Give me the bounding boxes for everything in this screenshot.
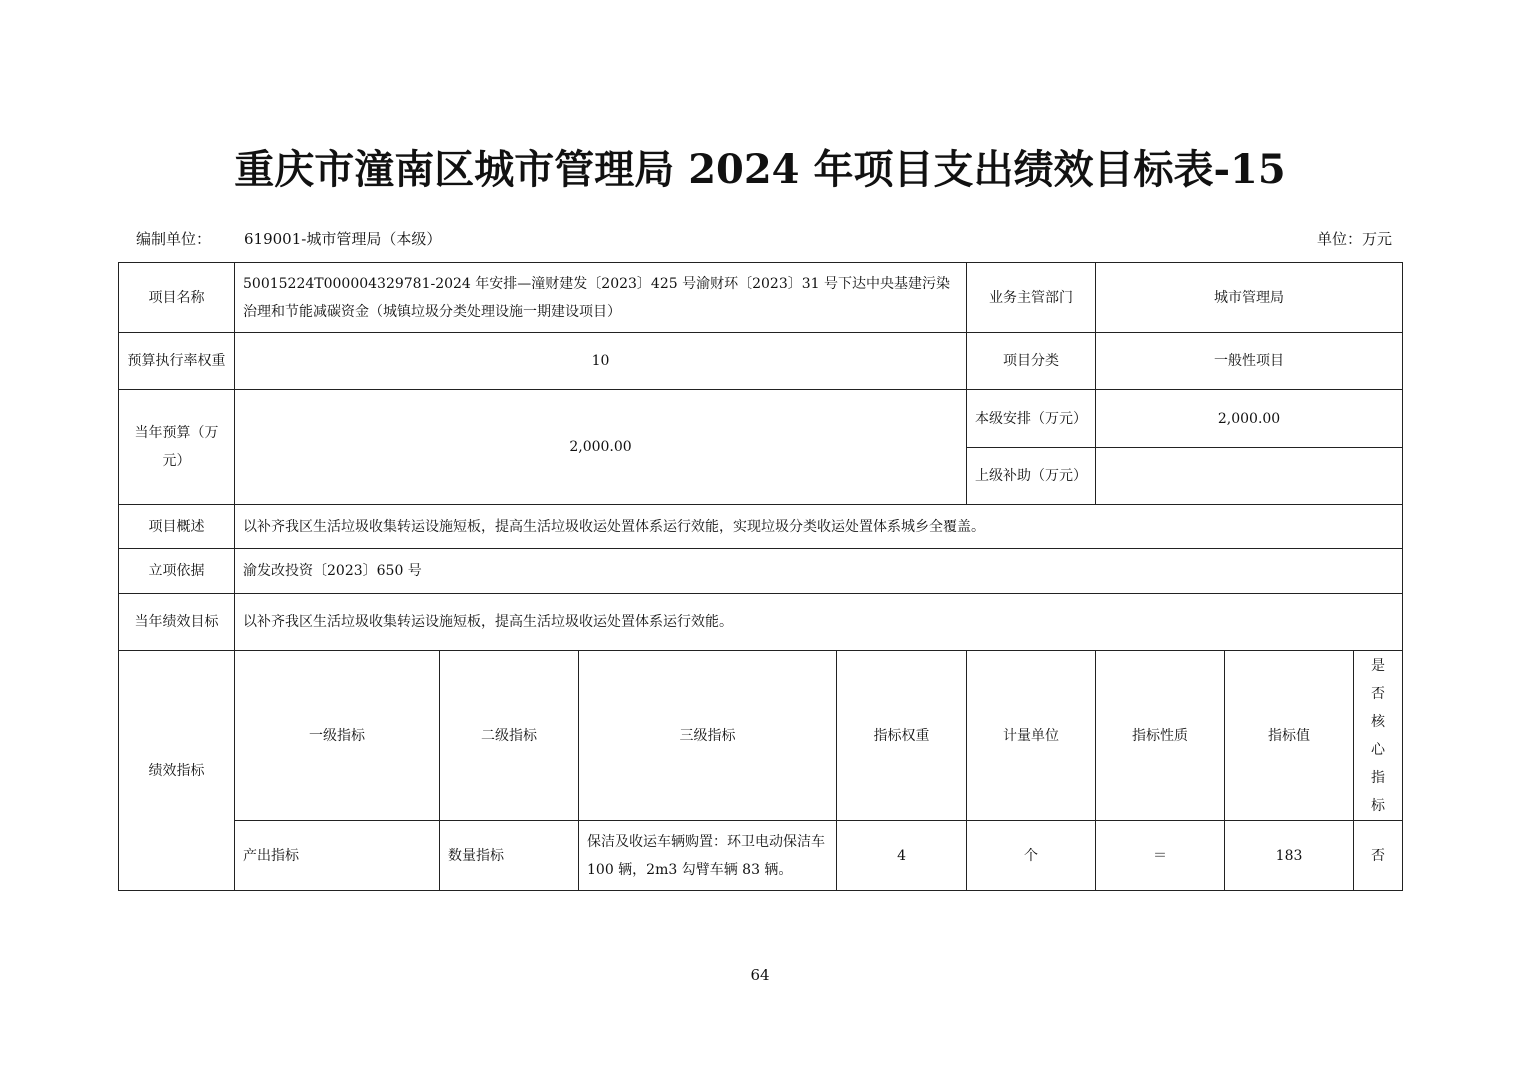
goal-label: 当年绩效目标 [119,594,235,651]
basis-value: 渝发改投资〔2023〕650 号 [235,549,1403,594]
category-label: 项目分类 [967,333,1096,390]
basis-label: 立项依据 [119,549,235,594]
header-core [1354,651,1403,821]
project-name-value: 50015224T000004329781-2024 年安排—潼财建发〔2023〕425 号渝财环〔2023〕31 号下达中央基建污染治理和节能减碳资金（城镇垃圾分类处理设施一期建设项目） [235,263,967,333]
project-name-label: 项目名称 [119,263,235,333]
header-nature: 指标性质 [1096,651,1225,821]
superior-value [1096,448,1403,505]
unit-note: 单位：万元 [1316,230,1392,248]
page-title: 重庆市潼南区城市管理局 2024 年项目支出绩效目标表-15 [234,146,1286,193]
header-level3: 三级指标 [579,651,837,821]
indicator-level3: 保洁及收运车辆购置：环卫电动保洁车 100 辆，2m3 勾臂车辆 83 辆。 [579,821,837,891]
indicators-label: 绩效指标 [119,651,235,891]
row-basis [119,549,1403,594]
header-unit: 计量单位 [967,651,1096,821]
header-weight: 指标权重 [837,651,967,821]
header-core-text: 是否核心指标 [1371,657,1386,814]
header-level1: 一级指标 [235,651,440,821]
indicator-nature: ＝ [1096,821,1225,891]
row-budget [119,390,1403,448]
row-goal [119,594,1403,651]
indicator-value: 183 [1225,821,1354,891]
performance-table [118,262,1403,891]
overview-label: 项目概述 [119,505,235,549]
budget-value: 2,000.00 [235,390,967,505]
indicator-core: 否 [1354,821,1403,891]
indicator-unit: 个 [967,821,1096,891]
row-overview [119,505,1403,549]
exec-weight-label: 预算执行率权重 [119,333,235,390]
goal-value: 以补齐我区生活垃圾收集转运设施短板，提高生活垃圾收运处置体系运行效能。 [235,594,1403,651]
row-indicator-headers [119,651,1403,821]
local-label: 本级安排（万元） [967,390,1096,448]
local-value: 2,000.00 [1096,390,1403,448]
indicator-level2: 数量指标 [440,821,579,891]
table-row [119,821,1403,891]
dept-label: 业务主管部门 [967,263,1096,333]
superior-label: 上级补助（万元） [967,448,1096,505]
indicator-weight: 4 [837,821,967,891]
exec-weight-value: 10 [235,333,967,390]
header-value: 指标值 [1225,651,1354,821]
indicator-level1: 产出指标 [235,821,440,891]
row-exec-weight [119,333,1403,390]
budget-label: 当年预算（万元） [119,390,235,505]
header-level2: 二级指标 [440,651,579,821]
org-label: 编制单位： [136,230,212,248]
page-number: 64 [750,966,770,984]
dept-value: 城市管理局 [1096,263,1403,333]
overview-value: 以补齐我区生活垃圾收集转运设施短板，提高生活垃圾收运处置体系运行效能，实现垃圾分类收运处置体系城乡全覆盖。 [235,505,1403,549]
org-value: 619001-城市管理局（本级） [244,230,442,248]
row-project-name [119,263,1403,333]
category-value: 一般性项目 [1096,333,1403,390]
